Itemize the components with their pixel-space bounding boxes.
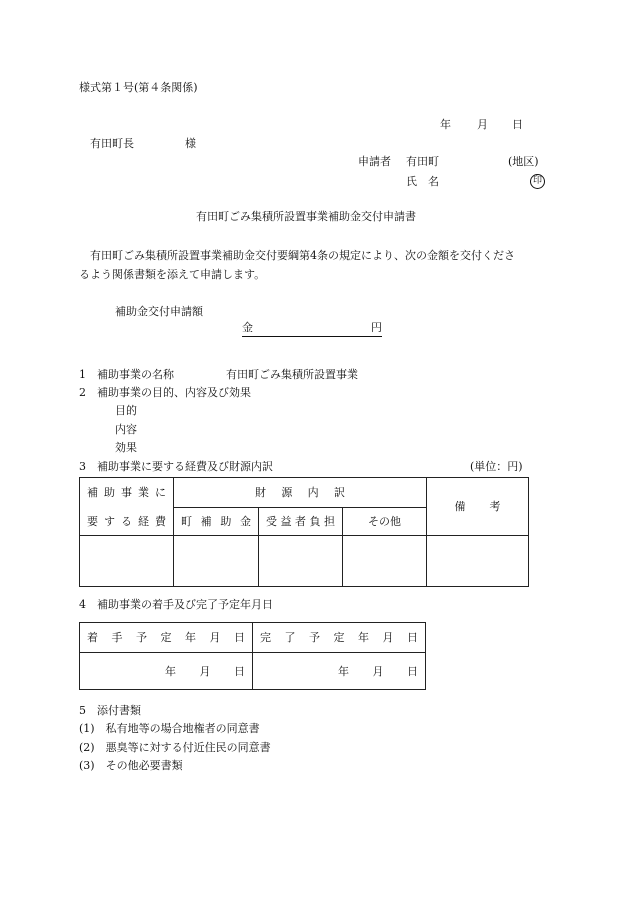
cost-header-line-2: 要 す る 経 費 <box>87 514 166 528</box>
other-value-cell[interactable] <box>343 536 427 587</box>
start-date-header: 着 手 予 定 年 月 日 <box>80 623 253 653</box>
section-2-effect: 効果 <box>115 441 137 454</box>
date-month-label: 月 <box>477 118 488 131</box>
body-text-line-2: るよう関係書類を添えて申請します。 <box>79 268 266 281</box>
section-2-purpose: 目的 <box>115 404 137 417</box>
attachment-item-1: (1) 私有地等の場合地権者の同意書 <box>79 722 260 735</box>
end-date-header: 完 了 予 定 年 月 日 <box>253 623 426 653</box>
amount-label: 補助金交付申請額 <box>115 305 203 318</box>
amount-field <box>242 322 382 337</box>
section-4-heading: 4 補助事業の着手及び完了予定年月日 <box>79 598 273 611</box>
section-3-unit: (単位：円) <box>470 460 523 473</box>
form-number: 様式第１号(第４条関係) <box>79 81 198 94</box>
seal-icon: 印 <box>530 174 545 189</box>
applicant-town: 有田町 <box>406 155 439 168</box>
name-label: 氏 名 <box>406 175 439 188</box>
applicant-label: 申請者 <box>358 155 391 168</box>
beneficiary-share-header: 受 益 者 負 担 <box>259 508 343 536</box>
date-year-label: 年 <box>440 118 451 131</box>
other-header: その他 <box>343 508 427 536</box>
town-subsidy-value-cell[interactable] <box>174 536 259 587</box>
applicant-district: (地区) <box>508 155 539 168</box>
cost-header-cell <box>80 478 174 508</box>
start-date-value-cell[interactable]: 年 月 日 <box>80 653 253 690</box>
section-1-value: 有田町ごみ集積所設置事業 <box>226 368 358 381</box>
addressee-suffix: 様 <box>185 137 196 150</box>
document-title: 有田町ごみ集積所設置事業補助金交付申請書 <box>196 210 416 223</box>
cost-value-cell[interactable] <box>80 536 174 587</box>
attachment-item-2: (2) 悪臭等に対する付近住民の同意書 <box>79 741 271 754</box>
section-2-heading: 2 補助事業の目的、内容及び効果 <box>79 386 251 399</box>
beneficiary-share-value-cell[interactable] <box>259 536 343 587</box>
section-1-heading: 1 補助事業の名称 <box>79 368 174 381</box>
funding-breakdown-header: 財 源 内 訳 <box>174 478 427 508</box>
cost-breakdown-table <box>79 477 529 587</box>
schedule-table <box>79 622 426 690</box>
cost-header-line-1: 補 助 事 業 に <box>87 486 166 500</box>
remarks-header: 備 考 <box>427 478 529 536</box>
end-date-value-cell[interactable]: 年 月 日 <box>253 653 426 690</box>
date-day-label: 日 <box>512 118 523 131</box>
addressee: 有田町長 <box>90 137 134 150</box>
amount-prefix: 金 <box>242 321 253 334</box>
amount-suffix: 円 <box>371 321 382 334</box>
cost-header-cell-lower <box>80 508 174 536</box>
section-3-heading: 3 補助事業に要する経費及び財源内訳 <box>79 460 273 473</box>
town-subsidy-header: 町 補 助 金 <box>174 508 259 536</box>
attachment-item-3: (3) その他必要書類 <box>79 759 183 772</box>
section-5-heading: 5 添付書類 <box>79 704 141 717</box>
body-text-line-1: 有田町ごみ集積所設置事業補助金交付要綱第4条の規定により、次の金額を交付くださ <box>90 249 515 262</box>
section-2-content: 内容 <box>115 423 137 436</box>
remarks-value-cell[interactable] <box>427 536 529 587</box>
